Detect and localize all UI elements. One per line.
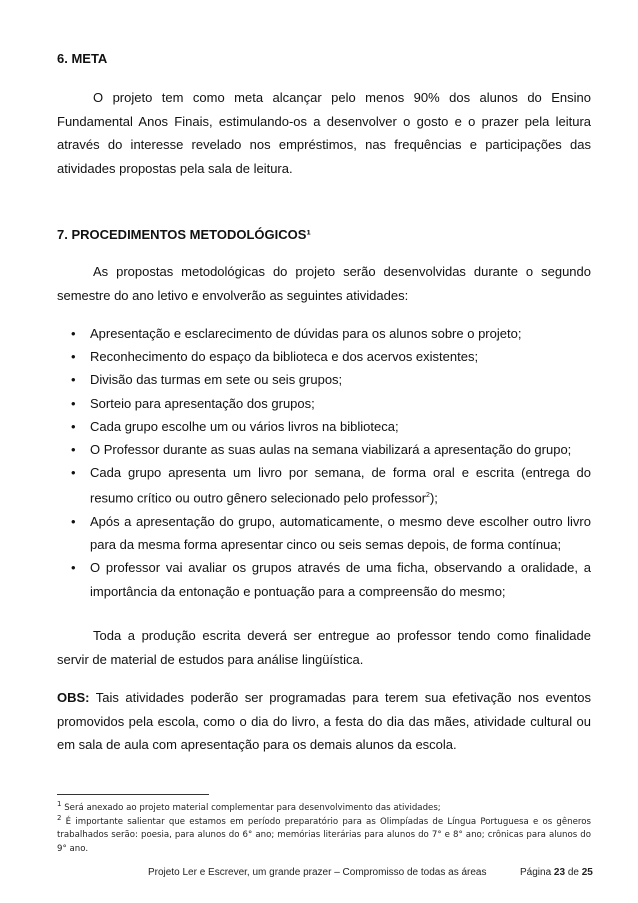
section-7-intro-text: As propostas metodológicas do projeto serão desenvolvidas durante o segundo semestre do ano letivo e envolverão as seguintes atividades: — [57, 264, 591, 303]
footer-title: Projeto Ler e Escrever, um grande prazer – Compromisso de todas as áreas — [148, 867, 487, 878]
section-6-text: O projeto tem como meta alcançar pelo menos 90% dos alunos do Ensino Fundamental Anos Finais, estimulando-os a desenvolver o gosto e o prazer pela leitura através do interesse revelado nos empréstimos, nas frequências e participações das atividades propostas pela sala de leitura. — [57, 90, 591, 176]
bullet-icon: • — [71, 326, 76, 341]
bullet-icon: • — [71, 442, 76, 458]
obs-label: OBS: — [57, 690, 90, 705]
section-7-intro — [57, 260, 591, 307]
list-item: • Após a apresentação do grupo, automaticamente, o mesmo deve escolher outro livro para da mesma forma apresentar cinco ou seis semas depois, de forma contínua; — [57, 510, 591, 556]
footnote-divider — [57, 794, 209, 795]
section-7-heading: 7. PROCEDIMENTOS METODOLÓGICOS¹ — [57, 227, 311, 242]
bullet-icon: • — [71, 395, 76, 411]
bullet-icon: • — [71, 560, 76, 576]
list-item: • Reconhecimento do espaço da biblioteca e dos acervos existentes; — [57, 345, 591, 368]
page-number: Página 23 de 25 — [520, 867, 593, 878]
list-item: • O Professor durante as suas aulas na semana viabilizará a apresentação do grupo; — [57, 438, 591, 461]
bullet-icon: • — [71, 349, 76, 365]
list-item: • Sorteio para apresentação dos grupos; — [57, 392, 591, 415]
obs-text: Tais atividades poderão ser programadas para terem sua efetivação nos eventos promovidos pela escola, como o dia do livro, a festa do dia das mães, atividade cultural ou em sala de aula com apresentação para os demais alunos da escola. — [57, 690, 591, 752]
closing-paragraph — [57, 624, 591, 671]
footnote-1: $^1$ Será anexado ao projeto material complementar para desenvolvimento das atividades; — [57, 800, 441, 813]
section-6-paragraph — [57, 86, 591, 180]
bullet-icon: • — [71, 372, 76, 388]
bullet-icon: • — [71, 513, 76, 529]
list-item: • Divisão das turmas em sete ou seis grupos; — [57, 368, 591, 391]
section-6-heading: 6. META — [57, 51, 108, 66]
list-item: • Apresentação e esclarecimento de dúvidas para os alunos sobre o projeto; — [57, 322, 591, 345]
list-item: • Cada grupo apresenta um livro por semana, de forma oral e escrita (entrega do resumo crítico ou outro gênero selecionado pelo professor$^2$); — [57, 461, 591, 510]
activities-list — [57, 322, 591, 603]
bullet-icon: • — [71, 418, 76, 434]
list-item: • Cada grupo escolhe um ou vários livros na biblioteca; — [57, 415, 591, 438]
footnote-ref-2: 2 — [426, 492, 430, 500]
bullet-icon: • — [71, 465, 76, 481]
closing-text: Toda a produção escrita deverá ser entregue ao professor tendo como finalidade servir de material de estudos para análise lingüística. — [57, 628, 591, 667]
list-item: • O professor vai avaliar os grupos através de uma ficha, observando a oralidade, a importância da entonação e pontuação para a compreensão do mesmo; — [57, 556, 591, 602]
footnote-2: $^2$ É importante salientar que estamos em período preparatório para as Olimpíadas de Língua Portuguesa e os gêneros trabalhados serão: poesia, para alunos do 6° ano; memórias literárias para alunos do 7° e 8° ano; crônicas para alunos do 9° ano. — [57, 814, 591, 854]
obs-paragraph — [57, 686, 591, 757]
